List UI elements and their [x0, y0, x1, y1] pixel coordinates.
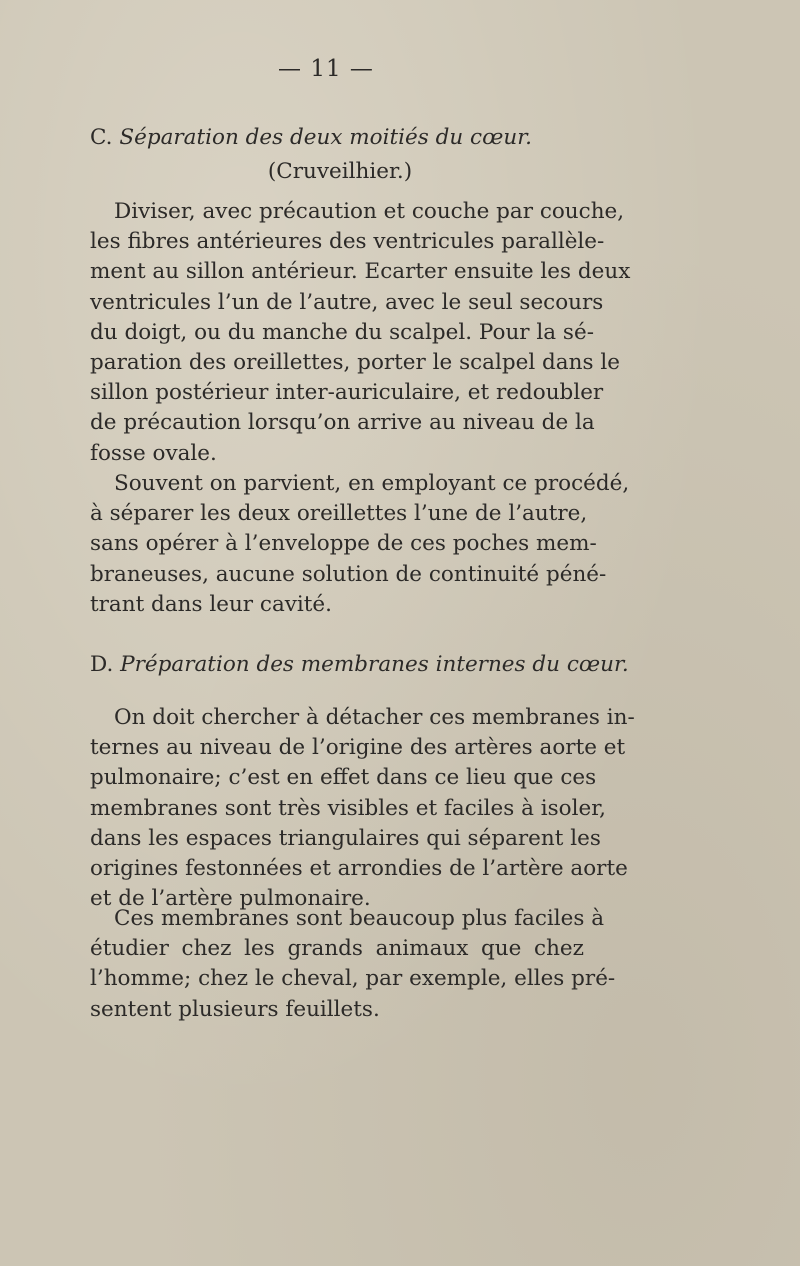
paragraph-2 [90, 469, 630, 620]
paragraph-line: ventricules l’un de l’autre, avec le seul secours [90, 289, 604, 315]
paragraph-line: origines festonnées et arrondies de l’artère aorte [90, 855, 628, 881]
paragraph-line: paration des oreillettes, porter le scalpel dans le [90, 349, 620, 375]
paragraph-line: membranes sont très visibles et faciles à isoler, [90, 795, 606, 821]
paragraph-line: pulmonaire; c’est en effet dans ce lieu que ces [90, 765, 597, 791]
paragraph-line: trant dans leur cavité. [90, 591, 332, 617]
paragraph-line: Souvent on parvient, en employant ce procédé, [114, 471, 630, 496]
paragraph-line: les fibres antérieures des ventricules parallèle- [90, 229, 605, 255]
paragraph-line: ment au sillon antérieur. Ecarter ensuite les deux [90, 259, 631, 285]
section-c-letter: C. [90, 125, 113, 150]
paragraph-line: Ces membranes sont beaucoup plus faciles à [114, 906, 605, 931]
paragraph-line: sentent plusieurs feuillets. [90, 996, 380, 1022]
paragraph-3 [90, 703, 635, 914]
paragraph-line: de précaution lorsqu’on arrive au niveau de la [90, 410, 595, 436]
paragraph-line: à séparer les deux oreillettes l’une de l’autre, [90, 501, 588, 527]
paragraph-line: ternes au niveau de l’origine des artères aorte et [90, 735, 626, 761]
paragraph-4 [90, 904, 616, 1025]
paragraph-line: l’homme; chez le cheval, par exemple, elles pré- [90, 966, 616, 992]
paragraph-line: sillon postérieur inter-auriculaire, et redoubler [90, 380, 604, 406]
paragraph-1 [90, 197, 631, 469]
section-d-letter: D. [90, 652, 114, 677]
section-d-title: Préparation des membranes internes du cœur. [120, 652, 629, 677]
section-c-author: (Cruveilhier.) [267, 159, 413, 184]
paragraph-line: On doit chercher à détacher ces membranes in- [114, 705, 635, 730]
page-number: — 11 — [278, 56, 374, 82]
section-d-heading [90, 652, 629, 677]
paragraph-line: et de l’artère pulmonaire. [90, 886, 371, 912]
paragraph-line: braneuses, aucune solution de continuité péné- [90, 561, 607, 587]
paragraph-line: dans les espaces triangulaires qui séparent les [90, 825, 601, 851]
section-c-title: Séparation des deux moitiés du cœur. [119, 125, 532, 150]
paragraph-line: du doigt, ou du manche du scalpel. Pour la sé- [90, 319, 594, 345]
paragraph-line: Diviser, avec précaution et couche par couche, [114, 199, 625, 224]
paragraph-line: sans opérer à l’enveloppe de ces poches mem- [90, 531, 597, 557]
paragraph-line: étudier chez les grands animaux que chez [90, 936, 584, 962]
paragraph-line: fosse ovale. [90, 440, 217, 466]
section-c-heading [90, 125, 532, 150]
